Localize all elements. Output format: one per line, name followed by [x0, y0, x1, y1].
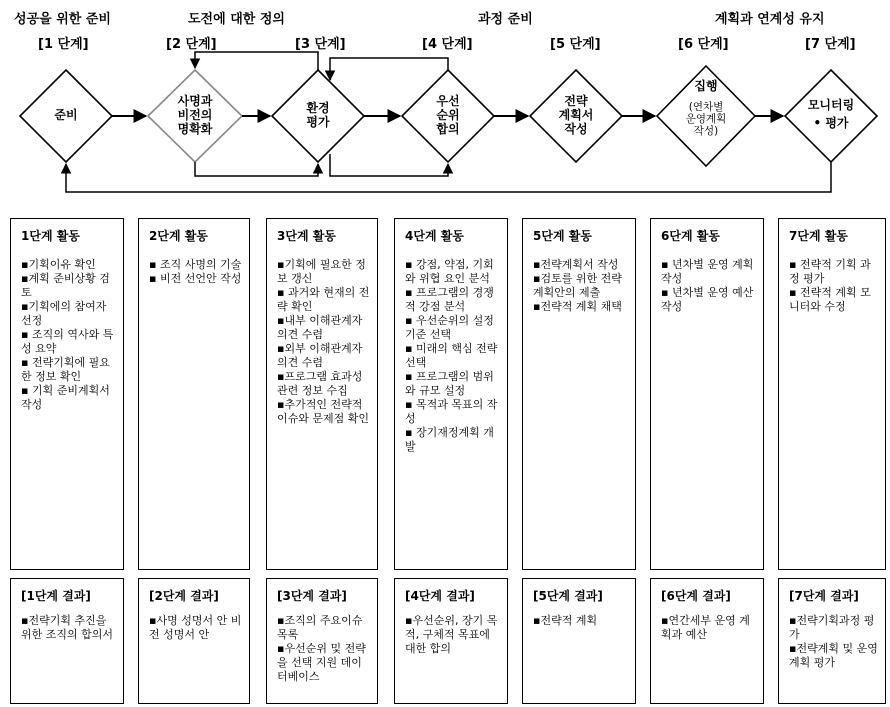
activity-item: ▪외부 이해관계자 의견 수렴 — [277, 342, 363, 369]
activity-item: ▪ 프로그램의 범위와 규모 설정 — [405, 370, 494, 397]
result-title: [2단계 결과] — [149, 589, 219, 603]
activity-item: ▪ 목적과 목표의 작성 — [405, 398, 498, 425]
phase-prep: 성공을 위한 준비 — [14, 12, 111, 27]
activity-item: ▪ 년차별 운영 계획 작성 — [661, 258, 754, 285]
result-item: ▪우선순위, 장기 목적, 구체적 목표에 대한 합의 — [405, 614, 498, 655]
activity-title: 3단계 활동 — [277, 229, 336, 243]
result-item: ▪우선순위 및 전략을 선택 지원 데이터베이스 — [277, 642, 366, 683]
result-title: [5단계 결과] — [533, 589, 603, 603]
phase-plan: 계획과 연계성 유지 — [715, 12, 825, 27]
activity-box-7 — [778, 218, 886, 570]
stage-label-5: [5 단계] — [550, 37, 601, 52]
activity-item: ▪내부 이해관계자 의견 수렴 — [277, 314, 363, 341]
activity-title: 4단계 활동 — [405, 229, 464, 243]
activity-item: ▪ 전략적 기획 과정 평가 — [789, 258, 871, 285]
activity-title: 1단계 활동 — [21, 229, 80, 243]
diamond-mission-vision-label: 사명과 비전의 명확화 — [177, 94, 213, 136]
activity-item: ▪ 기획 준비계획서 작성 — [21, 384, 110, 411]
diamond-environment-label: 환경 평가 — [306, 101, 330, 129]
diamond-execution-title: 집행 — [694, 79, 718, 94]
result-title: [6단계 결과] — [661, 589, 731, 603]
activity-item: ▪ 비전 선언안 작성 — [149, 272, 242, 285]
activity-title: 7단계 활동 — [789, 229, 848, 243]
activity-item: ▪프로그램 효과성 관련 정보 수집 — [277, 370, 363, 397]
feedback-4-to-3 — [330, 58, 448, 80]
result-box-6 — [650, 578, 764, 704]
feedback-3-to-4 — [330, 154, 448, 176]
diamond-strategy-plan-label: 전략 계획서 작성 — [558, 94, 594, 136]
activity-title: 6단계 활동 — [661, 229, 720, 243]
activity-item: ▪기획에 필요한 정보 갱신 — [277, 258, 366, 285]
activity-item: ▪ 강점, 약점, 기회와 위협 요인 분석 — [405, 258, 494, 285]
result-box-2 — [138, 578, 250, 704]
result-title: [3단계 결과] — [277, 589, 347, 603]
result-item: ▪전략적 계획 — [533, 614, 598, 627]
result-box-4 — [394, 578, 508, 704]
activity-box-4 — [394, 218, 508, 570]
result-item: ▪전략기획과정 평가 — [789, 614, 875, 641]
activity-item: ▪검토를 위한 전략계획안의 제출 — [533, 272, 622, 299]
activity-item: ▪ 전략기획에 필요한 정보 확인 — [21, 356, 110, 383]
stage-label-2: [2 단계] — [166, 37, 217, 52]
stage-label-1: [1 단계] — [38, 37, 89, 52]
stage-label-3: [3 단계] — [295, 37, 346, 52]
result-title: [4단계 결과] — [405, 589, 475, 603]
activity-box-5 — [522, 218, 636, 570]
result-item: ▪전략기획 추진을 위한 조직의 합의서 — [21, 614, 114, 641]
activity-item: ▪기획이유 확인 — [21, 258, 96, 271]
diamond-execution-sub: (연차별 운영계획 작성) — [685, 100, 727, 138]
result-box-3 — [266, 578, 378, 704]
stage-label-7: [7 단계] — [805, 37, 856, 52]
diamond-prepare-label: 준비 — [54, 108, 78, 123]
activity-item: ▪ 장기재정계획 개발 — [405, 426, 494, 453]
result-box-1 — [10, 578, 124, 704]
result-box-7 — [778, 578, 886, 704]
phase-challenge: 도전에 대한 정의 — [188, 12, 285, 27]
result-item: ▪연간세부 운영 계획과 예산 — [661, 614, 750, 641]
activity-box-3 — [266, 218, 378, 570]
activity-item: ▪ 조직 사명의 기술 — [149, 258, 242, 271]
activity-item: ▪추가적인 전략적 이슈와 문제점 확인 — [277, 398, 370, 425]
activity-item: ▪ 과거와 현재의 전략 확인 — [277, 286, 370, 313]
activity-item: ▪전략적 계획 채택 — [533, 300, 622, 313]
diamond-monitoring-sub: • 평가 — [813, 116, 849, 131]
result-item: ▪사명 성명서 안 비전 성명서 안 — [149, 614, 242, 641]
activity-item: ▪ 전략적 계획 모니터와 수정 — [789, 286, 871, 313]
activity-title: 2단계 활동 — [149, 229, 208, 243]
result-title: [1단계 결과] — [21, 589, 91, 603]
feedback-3-to-2 — [195, 52, 318, 70]
activity-item: ▪ 미래의 핵심 전략 선택 — [405, 342, 498, 369]
activity-box-6 — [650, 218, 764, 570]
activity-item: ▪ 년차별 운영 예산 작성 — [661, 286, 754, 313]
activity-box-2 — [138, 218, 250, 570]
diamond-monitoring-title: 모니터링 — [807, 98, 855, 113]
result-box-5 — [522, 578, 636, 704]
activity-box-1 — [10, 218, 124, 570]
stage-label-4: [4 단계] — [422, 37, 473, 52]
phase-process: 과정 준비 — [478, 12, 533, 27]
feedback-2-to-3 — [195, 162, 318, 176]
diamond-priority-label: 우선 순위 합의 — [436, 94, 460, 136]
activity-item: ▪ 프로그램의 경쟁적 강점 분석 — [405, 286, 494, 313]
stage-label-6: [6 단계] — [678, 37, 729, 52]
result-item: ▪전략계획 및 운영계획 평가 — [789, 642, 878, 669]
activity-item: ▪ 우선순위의 설정 기준 선택 — [405, 314, 494, 341]
activity-item: ▪전략계획서 작성 — [533, 258, 619, 271]
result-item: ▪조직의 주요이슈 목록 — [277, 614, 363, 641]
activity-item: ▪기획에의 참여자 선정 — [21, 300, 107, 327]
activity-item: ▪계획 준비상황 검토 — [21, 272, 110, 299]
result-title: [7단계 결과] — [789, 589, 859, 603]
activity-title: 5단계 활동 — [533, 229, 592, 243]
activity-item: ▪ 조직의 역사와 특성 요약 — [21, 328, 114, 355]
